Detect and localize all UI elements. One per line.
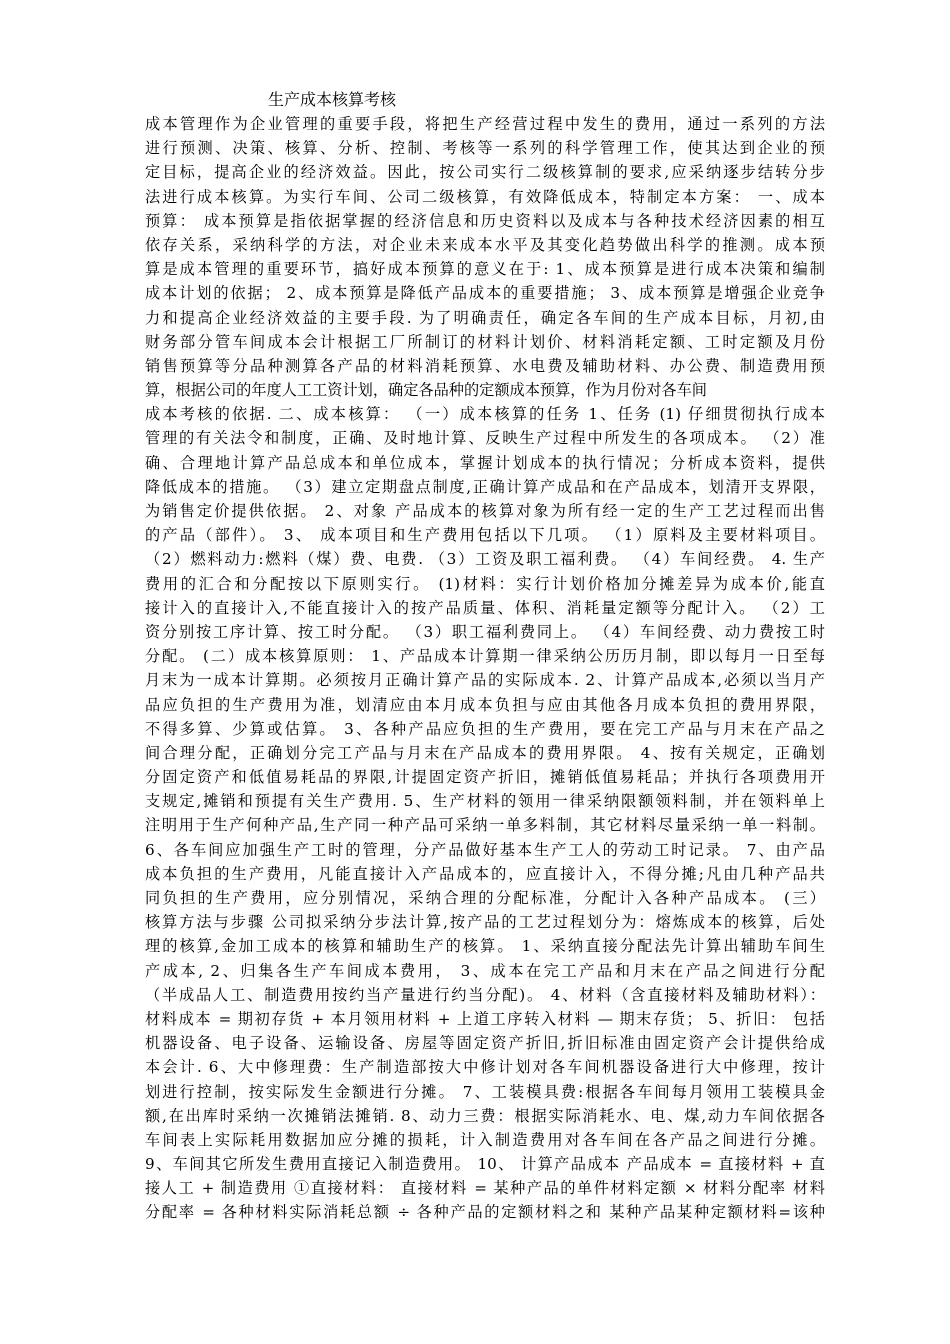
document-text-line: 为销售定价提供依据。 2、对象 产品成本的核算对象为所有经一定的生产工艺过程而出售 (145, 502, 825, 520)
document-text-line: 管理的有关法令和制度，正确、及时地计算、反映生产过程中所发生的各项成本。 （2）准 (145, 429, 825, 448)
document-text-line: 6、各车间应加强生产工时的管理，分产品做好基本生产工人的劳动工时记录。 7、由产品 (145, 840, 825, 859)
document-text-line: 算，根据公司的年度人工工资计划，确定各品种的定额成本预算，作为月份对各车间 (145, 381, 707, 400)
document-text-line: 销售预算等分品种测算各产品的材料消耗预算、水电费及辅助材料、办公费、制造费用预 (145, 356, 825, 375)
document-text-line: 间合理分配，正确划分完工产品与月末在产品成本的费用界限。 4、按有关规定，正确划 (145, 743, 825, 762)
document-text-line: 支规定,摊销和预提有关生产费用. 5、生产材料的领用一律采纳限额领料制，并在领料单上 (145, 792, 825, 811)
document-text-line: 财务部分管车间成本会计根据工厂所制订的材料计划价、材料消耗定额、工时定额及月份 (145, 332, 825, 351)
document-text-line: 接计入的直接计入,不能直接计入的按产品质量、体积、消耗量定额等分配计入。 （2）工 (145, 598, 825, 617)
document-text-line: 接人工 + 制造费用 ①直接材料： 直接材料 = 某种产品的单件材料定额 × 材料分配率 材料 (145, 1179, 825, 1198)
document-text-line: 资分别按工序计算、按工时分配。 （3）职工福利费同上。 （4）车间经费、动力费按工时 (145, 622, 825, 641)
document-text-line: 月末为一成本计算期。必须按月正确计算产品的实际成本. 2、计算产品成本,必须以当月产 (145, 671, 825, 690)
document-text-line: （半成品人工、制造费用按约当产量进行约当分配)。 4、材料（含直接材料及辅助材料）： (145, 985, 825, 1004)
document-text-line: 9、车间其它所发生费用直接记入制造费用。 10、 计算产品成本 产品成本 = 直接材料 + 直 (145, 1155, 825, 1174)
document-text-line: 分配。 (二）成本核算原则： 1、产品成本计算期一律采纳公历历月制，即以每月一日至每 (145, 647, 825, 666)
document-text-line: 本会计. 6、大中修理费：生产制造部按大中修计划对各车间机器设备进行大中修理，按计 (145, 1058, 825, 1077)
document-text-line: 车间表上实际耗用数据加应分摊的损耗，计入制造费用对各车间在各产品之间进行分摊。 (145, 1130, 825, 1149)
document-text-line: 不得多算、少算或估算。 3、各种产品应负担的生产费用，要在完工产品与月末在产品之 (145, 719, 825, 738)
document-text-line: 降低成本的措施。 （3）建立定期盘点制度,正确计算产成品和在产品成本，划清开支界限， (145, 477, 825, 496)
document-text-line: 定目标，提高企业的经济效益。因此，按公司实行二级核算制的要求,应采纳逐步结转分步 (145, 163, 825, 182)
document-text-line: 法进行成本核算。为实行车间、公司二级核算，有效降低成本，特制定本方案： 一、成本 (145, 187, 825, 206)
document-text-line: 进行预测、决策、核算、分析、控制、考核等一系列的科学管理工作，使其达到企业的预 (145, 139, 825, 158)
document-text-line: 成本负担的生产费用，凡能直接计入产品成本的，应直接计入，不得分摊;凡由几种产品共 (145, 864, 825, 883)
document-text-line: （2）燃料动力:燃料（煤）费、电费. （3）工资及职工福利费。 （4）车间经费。 4. 生产 (145, 550, 825, 569)
document-text-line: 额,在出库时采纳一次摊销法摊销. 8、动力三费：根据实际消耗水、电、煤,动力车间依据各 (145, 1106, 825, 1125)
document-text-line: 注明用于生产何种产品,生产同一种产品可采纳一单多料制，其它材料尽量采纳一单一料制。 (145, 816, 825, 835)
document-text-line: 分固定资产和低值易耗品的界限,计提固定资产折旧，摊销低值易耗品；并执行各项费用开 (145, 768, 825, 787)
document-text-line: 成本计划的依据； 2、成本预算是降低产品成本的重要措施； 3、成本预算是增强企业竞争 (145, 284, 825, 303)
document-text-line: 分配率 = 各种材料实际消耗总额 ÷ 各种产品的定额材料之和 某种产品某种定额材料=该种 (145, 1203, 825, 1222)
document-title: 生产成本核算考核 (268, 90, 397, 109)
document-text-line: 力和提高企业经济效益的主要手段. 为了明确责任，确定各车间的生产成本目标，月初,由 (145, 308, 825, 327)
document-text-line: 成本管理作为企业管理的重要手段，将把生产经营过程中发生的费用，通过一系列的方法 (145, 115, 825, 133)
document-text-line: 算是成本管理的重要环节，搞好成本预算的意义在于: 1、成本预算是进行成本决策和编制 (145, 260, 825, 279)
document-text-line: 同负担的生产费用，应分别情况，采纳合理的分配标准，分配计入各种产品成本。 (三） (145, 889, 825, 907)
document-text-line: 理的核算,金加工成本的核算和辅助生产的核算。 1、采纳直接分配法先计算出辅助车间生 (145, 937, 825, 956)
document-text-line: 依存关系，采纳科学的方法，对企业未来成本水平及其变化趋势做出科学的推测。成本预 (145, 235, 825, 254)
document-text-line: 划进行控制，按实际发生金额进行分摊。 7、工装模具费:根据各车间每月领用工装模具金 (145, 1082, 825, 1101)
document-text-line: 成本考核的依据. 二、成本核算： （一）成本核算的任务 1、任务 (1) 仔细贯彻执行成本 (145, 405, 825, 424)
document-text-line: 产成本, 2、归集各生产车间成本费用， 3、成本在完工产品和月末在产品之间进行分配 (145, 961, 825, 980)
document-text-line: 的产品（部件）。 3、 成本项目和生产费用包括以下几项。 （1）原料及主要材料项目。 (145, 526, 825, 545)
document-text-line: 品应负担的生产费用为准，划清应由本月成本负担与应由其他各月成本负担的费用界限， (145, 695, 825, 714)
document-text-line: 预算： 成本预算是指依据掌握的经济信息和历史资料以及成本与各种技术经济因素的相互 (145, 211, 825, 230)
document-text-line: 核算方法与步骤 公司拟采纳分步法计算,按产品的工艺过程划分为：熔炼成本的核算，后处 (145, 913, 825, 932)
document-text-line: 机器设备、电子设备、运输设备、房屋等固定资产折旧,折旧标准由固定资产会计提供给成 (145, 1034, 825, 1053)
document-text-line: 费用的汇合和分配按以下原则实行。 (1)材料：实行计划价格加分摊差异为成本价,能直 (145, 574, 825, 593)
document-text-line: 确、合理地计算产品总成本和单位成本，掌握计划成本的执行情况；分析成本资料，提供 (145, 453, 825, 472)
document-text-line: 材料成本 = 期初存货 + 本月领用材料 + 上道工序转入材料 — 期末存货； 5、折旧： 包括 (145, 1009, 825, 1028)
document-body (145, 112, 825, 1225)
